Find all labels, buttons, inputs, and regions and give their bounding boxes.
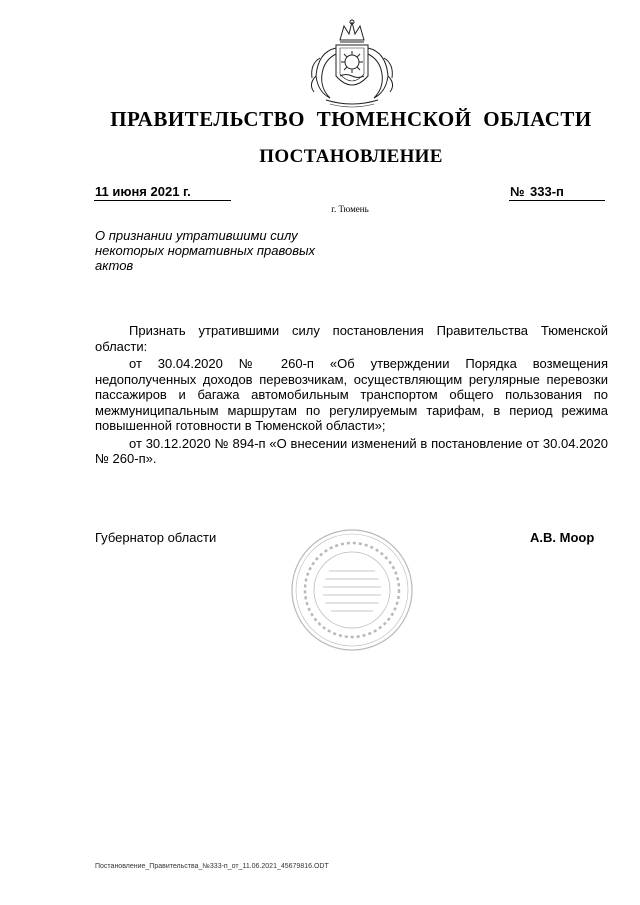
document-subject: О признании утратившими силу некоторых нормативных правовых актов xyxy=(95,228,316,273)
signer-name: А.В. Моор xyxy=(530,530,595,545)
number-underline xyxy=(509,200,605,201)
tyumen-coat-of-arms-icon xyxy=(300,18,404,110)
government-title: ПРАВИТЕЛЬСТВО ТЮМЕНСКОЙ ОБЛАСТИ xyxy=(110,107,592,131)
document-number: 333-п xyxy=(530,184,564,199)
date-underline xyxy=(94,200,231,201)
document-date: 11 июня 2021 г. xyxy=(95,184,191,199)
body-item-2: от 30.12.2020 № 894-п «О внесении изменений в постановление от 30.04.2020 № 260-п». xyxy=(95,435,608,466)
body-intro: Признать утратившими силу постановления Правительства Тюменской области: xyxy=(95,323,608,354)
document-type: ПОСТАНОВЛЕНИЕ xyxy=(259,146,443,167)
number-sign: № xyxy=(510,184,525,199)
issue-city: г. Тюмень xyxy=(331,204,369,214)
signer-position: Губернатор области xyxy=(95,530,217,545)
official-seal-icon xyxy=(287,525,417,655)
file-footer: Постановление_Правительства_№333-п_от_11.06.2021_45679816.ODT xyxy=(95,863,329,870)
body-item-1: от 30.04.2020 № 260-п «Об утверждении Порядка возмещения недополученных доходов перевозчикам, осуществляющим регулярные перевозки пассажиров и багажа автомобильным транспортом общего пользования по межмуниципальным маршрутам по регулируемым тарифам, в период режима повышенной готовности в Тюменской области»; xyxy=(95,356,608,433)
document-body xyxy=(95,323,608,469)
